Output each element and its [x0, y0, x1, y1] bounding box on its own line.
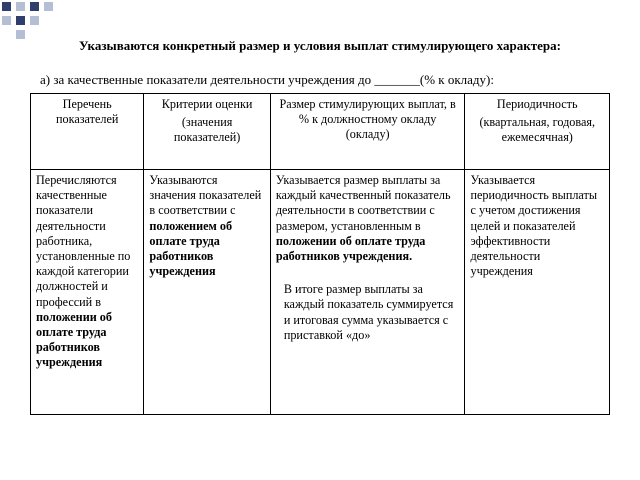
table-row	[31, 170, 610, 415]
cell-bold-text: положении об оплате труда работников учреждения.	[275, 233, 426, 264]
cell-indicators	[31, 170, 144, 415]
cell-criteria	[144, 170, 270, 415]
cell-amount	[270, 170, 465, 415]
payments-table	[30, 93, 610, 415]
header-cell-periodicity	[465, 94, 610, 170]
deco-square	[30, 16, 39, 25]
section-subtitle: а) за качественные показатели деятельности учреждения до _______(% к окладу):	[40, 72, 494, 87]
deco-square	[16, 16, 25, 25]
cell-bold-text: положением об оплате труда работников учреждения	[149, 218, 233, 279]
header-sublabel: (значения показателей)	[173, 115, 241, 145]
cell-bold-text: положении об оплате труда работников учреждения	[36, 309, 112, 370]
header-label: Размер стимулирующих выплат, в % к должностному окладу (окладу)	[279, 97, 456, 142]
deco-square	[58, 0, 640, 17]
cell-periodicity	[465, 170, 610, 415]
deco-square	[44, 2, 53, 11]
deco-square	[2, 2, 11, 11]
deco-square	[30, 2, 39, 11]
header-sublabel: (квартальная, годовая, ежемесячная)	[479, 115, 596, 145]
header-cell-amount	[270, 94, 465, 170]
header-cell-criteria	[144, 94, 270, 170]
page-title: Указываются конкретный размер и условия выплат стимулирующего характера:	[79, 38, 561, 53]
cell-text: Указываются значения показателей в соответствии с	[149, 173, 262, 218]
decorative-squares	[0, 0, 640, 40]
cell-text: Указывается периодичность выплаты с учетом достижения целей и показателей эффективности деятельности учреждения	[470, 173, 598, 279]
cell-text: Перечисляются качественные показатели деятельности работника, установленные по каждой категории должностей и профессий в	[36, 173, 131, 309]
header-cell-indicators	[31, 94, 144, 170]
header-label: Периодичность	[496, 97, 578, 111]
header-label: Критерии оценки	[161, 97, 253, 111]
deco-square	[16, 2, 25, 11]
cell-text: Указывается размер выплаты за каждый качественный показатель деятельности в соответствии с размером, установленным в	[275, 173, 451, 233]
cell-text-note: В итоге размер выплаты за каждый показатель суммируется и итоговая сумма указывается с приставкой «до»	[283, 282, 454, 342]
deco-square	[2, 16, 11, 25]
header-label: Перечень показателей	[55, 97, 119, 127]
table-header-row	[31, 94, 610, 170]
